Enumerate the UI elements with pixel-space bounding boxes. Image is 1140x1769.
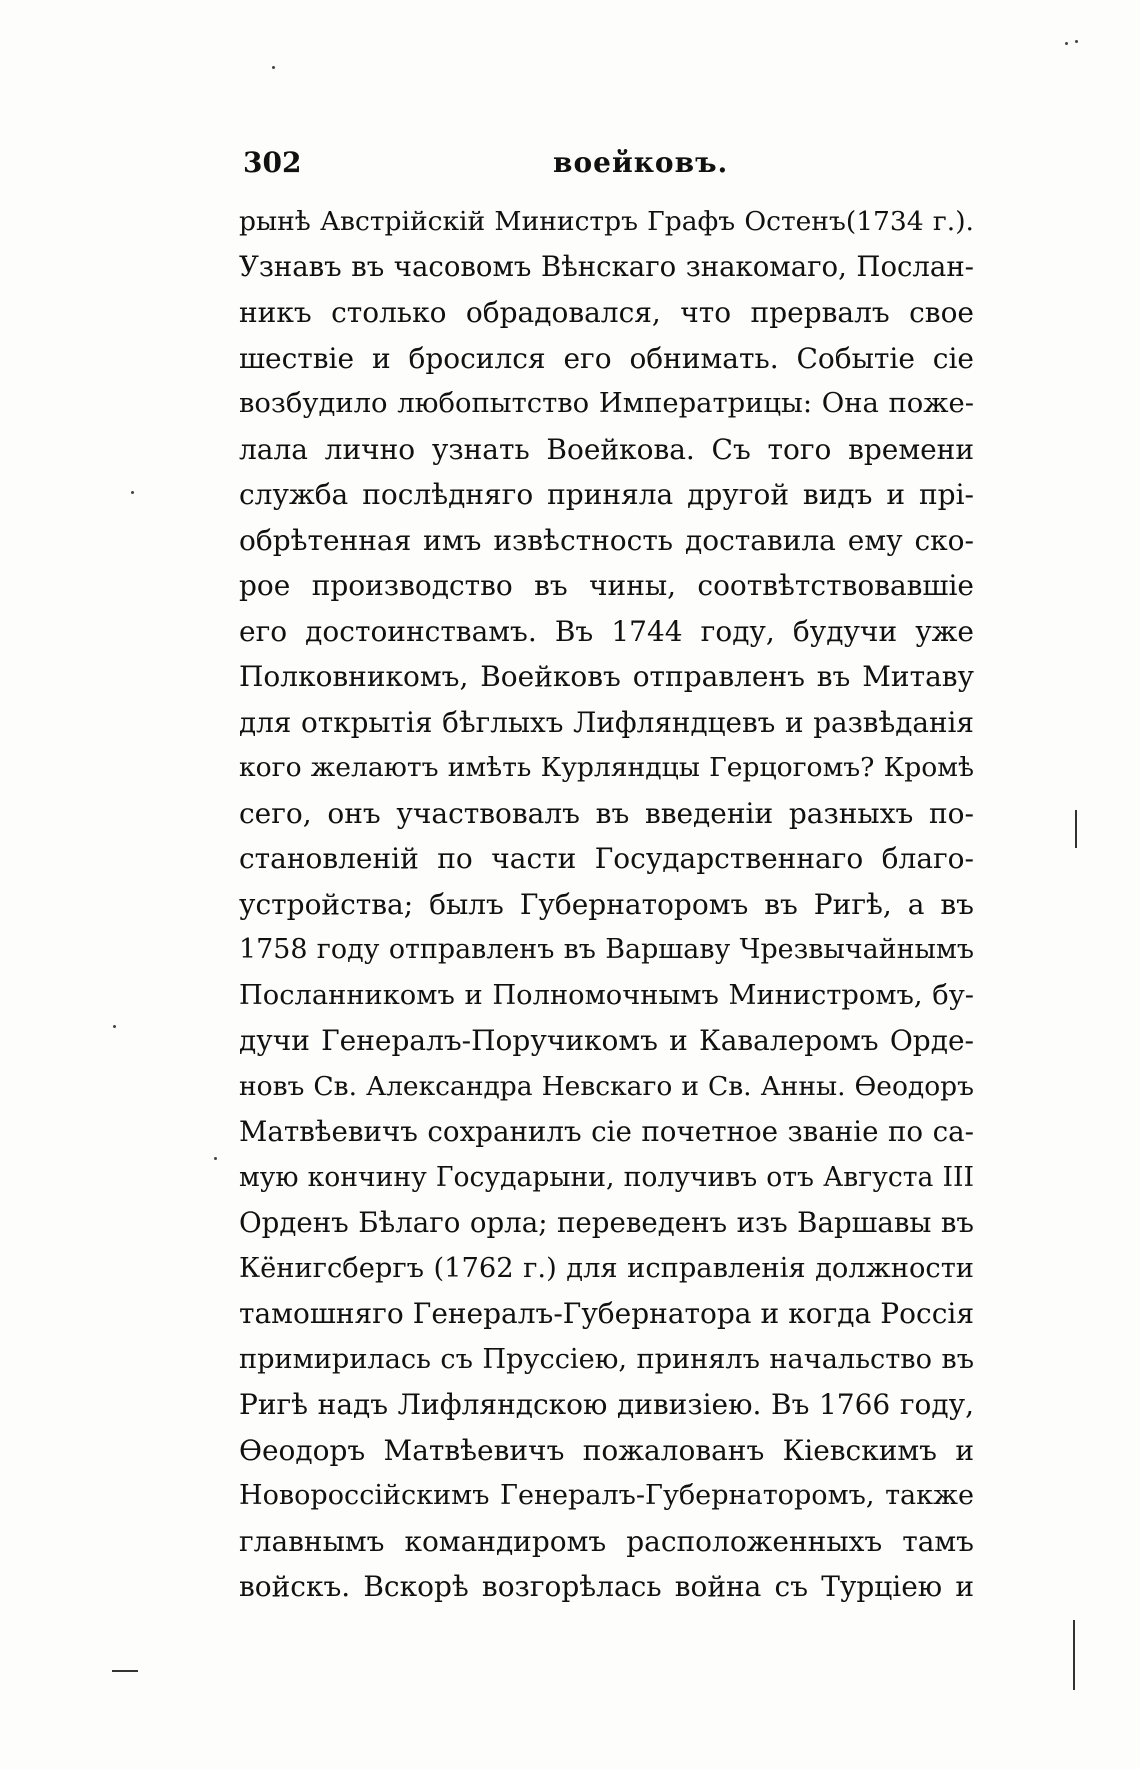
text-line: Новороссійскимъ Генералъ-Губернаторомъ, также xyxy=(239,1480,974,1511)
text-line: обрѣтенная имъ извѣстность доставила ему ско- xyxy=(239,523,974,557)
text-line: главнымъ командиромъ расположенныхъ тамъ xyxy=(239,1524,974,1558)
text-line: служба послѣдняго приняла другой видъ и прі- xyxy=(239,478,974,511)
text-line: войскъ. Вскорѣ возгорѣлась война съ Турціею и xyxy=(239,1570,974,1603)
text-line: тамошняго Генералъ-Губернатора и когда Россія xyxy=(239,1297,974,1330)
text-line: устройства; былъ Губернаторомъ въ Ригѣ, а въ xyxy=(239,887,974,921)
text-line: для открытія бѣглыхъ Лифляндцевъ и развѣданія xyxy=(239,705,974,739)
text-line: Орденъ Бѣлаго орла; переведенъ изъ Варшавы въ xyxy=(239,1206,974,1239)
text-line: сего, онъ участвовалъ въ введеніи разныхъ по- xyxy=(239,796,974,830)
scan-speck xyxy=(1065,42,1068,45)
text-line: мую кончину Государыни, получивъ отъ Августа III xyxy=(239,1161,974,1193)
text-line: Узнавъ въ часовомъ Вѣнскаго знакомаго, Послан- xyxy=(239,250,974,283)
scan-margin-line xyxy=(1073,1620,1075,1690)
text-line: Матвѣевичъ сохранилъ сіе почетное званіе по са- xyxy=(239,1115,974,1148)
scan-margin-dash xyxy=(112,1670,138,1672)
text-line: возбудило любопытство Императрицы: Она поже- xyxy=(239,388,974,419)
text-line: 1758 году отправленъ въ Варшаву Чрезвычайнымъ xyxy=(239,934,974,965)
text-line: Кёнигсбергъ (1762 г.) для исправленія должности xyxy=(239,1252,974,1284)
text-line: никъ столько обрадовался, что прервалъ свое xyxy=(239,296,974,329)
text-line: Полковникомъ, Воейковъ отправленъ въ Митаву xyxy=(239,660,974,693)
running-head: воейковъ. xyxy=(553,146,729,179)
scan-speck xyxy=(113,1025,116,1028)
text-line: лала лично узнать Воейкова. Съ того времени xyxy=(239,432,974,466)
scan-speck xyxy=(1075,40,1078,43)
text-line: Ѳеодоръ Матвѣевичъ пожалованъ Кіевскимъ и xyxy=(239,1433,974,1467)
body-text xyxy=(239,199,974,1610)
text-line: Посланникомъ и Полномочнымъ Министромъ, бу- xyxy=(239,979,974,1011)
text-line: дучи Генералъ-Поручикомъ и Кавалеромъ Орде- xyxy=(239,1024,974,1057)
text-line: новъ Св. Александра Невскаго и Св. Анны. Ѳеодоръ xyxy=(239,1070,974,1102)
text-line: примирилась съ Пруссіею, принялъ начальство въ xyxy=(239,1343,974,1375)
scan-speck xyxy=(131,491,134,494)
text-line: становленій по части Государственнаго благо- xyxy=(239,842,974,875)
scan-speck xyxy=(214,1157,217,1160)
scan-speck xyxy=(272,66,275,69)
text-line: рынѣ Австрійскій Министръ Графъ Остенъ(1734 г.). xyxy=(239,206,974,237)
scan-margin-line xyxy=(1075,810,1077,848)
page-number: 302 xyxy=(243,146,302,179)
text-line: его достоинствамъ. Въ 1744 году, будучи уже xyxy=(239,614,974,648)
text-line: Ригѣ надъ Лифляндскою дивизіею. Въ 1766 году, xyxy=(239,1388,974,1421)
page-header xyxy=(243,146,965,182)
text-line: кого желаютъ имѣть Курляндцы Герцогомъ? Кромѣ xyxy=(239,752,974,783)
text-line: рое производство въ чины, соотвѣтствовавшіе xyxy=(239,569,974,602)
text-line: шествіе и бросился его обнимать. Событіе сіе xyxy=(239,341,974,375)
